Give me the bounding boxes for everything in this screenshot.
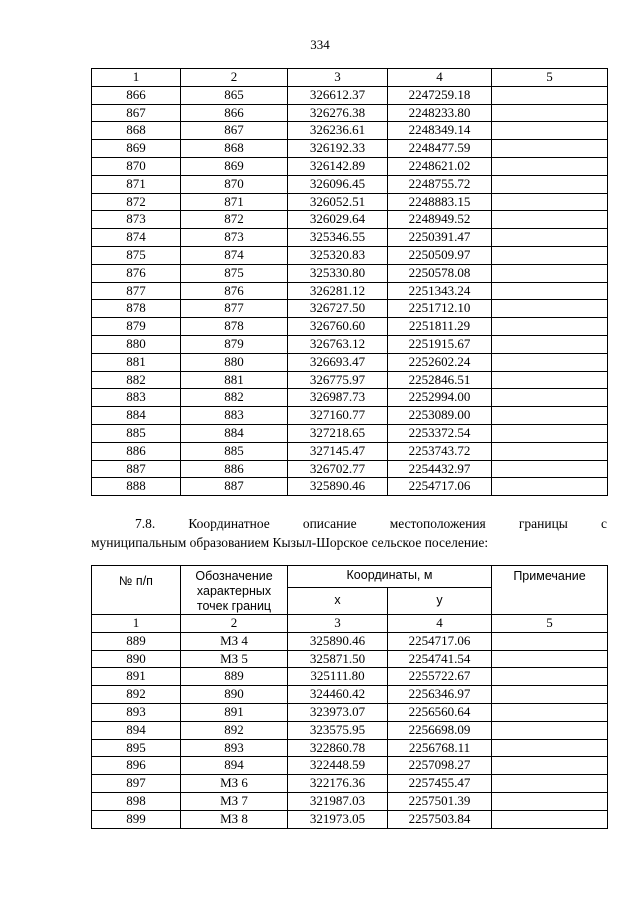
table-row (92, 775, 608, 793)
table-cell: 895 (92, 739, 181, 757)
section-heading-word: Координатное (188, 516, 270, 531)
table-cell: 869 (181, 157, 288, 175)
table-cell: 873 (92, 211, 181, 229)
table-row (92, 211, 608, 229)
table-cell: 881 (92, 353, 181, 371)
table-cell: 2254432.97 (388, 460, 492, 478)
table-cell: 326192.33 (288, 140, 388, 158)
table-row (92, 318, 608, 336)
table-cell: 873 (181, 229, 288, 247)
table-cell: 891 (181, 703, 288, 721)
table-cell: 2251811.29 (388, 318, 492, 336)
column-number: 2 (181, 615, 288, 633)
table-cell: 2254717.06 (388, 478, 492, 496)
table-cell (492, 703, 608, 721)
header-number: № п/п (92, 566, 181, 615)
table-row (92, 175, 608, 193)
table-cell: 872 (181, 211, 288, 229)
table-cell (492, 424, 608, 442)
table-cell (492, 140, 608, 158)
table-cell: 876 (92, 264, 181, 282)
table-cell: 880 (181, 353, 288, 371)
table-cell: 2248349.14 (388, 122, 492, 140)
table-cell: 2251343.24 (388, 282, 492, 300)
table-cell: 897 (92, 775, 181, 793)
table-cell: 869 (92, 140, 181, 158)
table-cell: 326236.61 (288, 122, 388, 140)
table-cell: 887 (92, 460, 181, 478)
table-cell: 2248621.02 (388, 157, 492, 175)
table-cell: 323973.07 (288, 703, 388, 721)
table-cell: 323575.95 (288, 721, 388, 739)
table-cell: 884 (92, 407, 181, 425)
table-cell: 877 (92, 282, 181, 300)
table-cell: 894 (181, 757, 288, 775)
table-cell: 325871.50 (288, 650, 388, 668)
table-cell: 326775.97 (288, 371, 388, 389)
table-cell: 896 (92, 757, 181, 775)
section-heading-word: границы (518, 516, 568, 531)
table-cell (492, 478, 608, 496)
table-cell: 326702.77 (288, 460, 388, 478)
table-cell: 2253372.54 (388, 424, 492, 442)
table-row (92, 424, 608, 442)
table-cell: 868 (181, 140, 288, 158)
table-cell (492, 460, 608, 478)
page-number: 334 (310, 37, 330, 52)
table-cell: 2251915.67 (388, 335, 492, 353)
table-cell: 326052.51 (288, 193, 388, 211)
table-cell: 326276.38 (288, 104, 388, 122)
table-cell: 888 (92, 478, 181, 496)
table-cell: 881 (181, 371, 288, 389)
table-cell: 325346.55 (288, 229, 388, 247)
table-cell (492, 229, 608, 247)
table-cell: 326693.47 (288, 353, 388, 371)
table-cell (492, 389, 608, 407)
table-cell: 898 (92, 792, 181, 810)
table-cell: 322860.78 (288, 739, 388, 757)
table-cell (492, 407, 608, 425)
table-cell: 326142.89 (288, 157, 388, 175)
table-cell (492, 104, 608, 122)
table-cell: 321973.05 (288, 810, 388, 828)
table-cell: 878 (92, 300, 181, 318)
table-cell (492, 757, 608, 775)
table-cell (492, 353, 608, 371)
table-cell: 326029.64 (288, 211, 388, 229)
column-number: 3 (288, 69, 388, 87)
table-cell (492, 810, 608, 828)
table-cell: 2250391.47 (388, 229, 492, 247)
table-cell (492, 211, 608, 229)
table-row (92, 668, 608, 686)
table-cell: 870 (181, 175, 288, 193)
table-cell (492, 371, 608, 389)
table-cell: 886 (181, 460, 288, 478)
header-y: y (388, 587, 492, 614)
table-cell: 886 (92, 442, 181, 460)
table-cell: 2253089.00 (388, 407, 492, 425)
table-cell: 885 (92, 424, 181, 442)
table-cell: 879 (181, 335, 288, 353)
table-cell: 882 (92, 371, 181, 389)
table-cell: 865 (181, 86, 288, 104)
table-cell: МЗ 6 (181, 775, 288, 793)
column-number: 3 (288, 615, 388, 633)
table-cell: 872 (92, 193, 181, 211)
table-row (92, 229, 608, 247)
table-cell: 2248233.80 (388, 104, 492, 122)
table-cell: 2248949.52 (388, 211, 492, 229)
column-number: 5 (492, 69, 608, 87)
table-row (92, 122, 608, 140)
table-cell: 326281.12 (288, 282, 388, 300)
table-row (92, 721, 608, 739)
table-cell (492, 122, 608, 140)
table-cell: 894 (92, 721, 181, 739)
table-cell: 2257501.39 (388, 792, 492, 810)
table-cell: 2252846.51 (388, 371, 492, 389)
table-cell: 892 (181, 721, 288, 739)
table-cell: 2255722.67 (388, 668, 492, 686)
section-heading-line2: муниципальным образованием Кызыл-Шорское сельское поселение: (91, 535, 489, 550)
table-row (92, 140, 608, 158)
table-cell: 325111.80 (288, 668, 388, 686)
table-cell: 889 (92, 632, 181, 650)
table-cell: 324460.42 (288, 686, 388, 704)
table-row (92, 193, 608, 211)
table-cell: 890 (92, 650, 181, 668)
table-cell: 878 (181, 318, 288, 336)
table-cell: 2256698.09 (388, 721, 492, 739)
table-cell (492, 792, 608, 810)
table-cell: 876 (181, 282, 288, 300)
table-cell: 2248883.15 (388, 193, 492, 211)
table-row (92, 264, 608, 282)
table-cell (492, 686, 608, 704)
table-cell: 880 (92, 335, 181, 353)
table-cell: 868 (92, 122, 181, 140)
table-cell: 887 (181, 478, 288, 496)
table-cell (492, 650, 608, 668)
table-cell: 327160.77 (288, 407, 388, 425)
table-row (92, 246, 608, 264)
table-cell: 892 (92, 686, 181, 704)
table-cell (492, 282, 608, 300)
section-heading-word: 7.8. (135, 516, 156, 531)
table-cell: 2257503.84 (388, 810, 492, 828)
table-cell: 325320.83 (288, 246, 388, 264)
coordinates-table-continued (91, 68, 608, 496)
table-row (92, 353, 608, 371)
table1-body (92, 86, 608, 495)
table-row (92, 104, 608, 122)
column-number-row (92, 69, 608, 87)
table-cell: 885 (181, 442, 288, 460)
table-row (92, 792, 608, 810)
table-cell: 327145.47 (288, 442, 388, 460)
table-cell (492, 775, 608, 793)
table-cell: 2252994.00 (388, 389, 492, 407)
table-cell: 2252602.24 (388, 353, 492, 371)
table-cell (492, 86, 608, 104)
table-cell: МЗ 7 (181, 792, 288, 810)
table-cell: 2257455.47 (388, 775, 492, 793)
table-cell: 326987.73 (288, 389, 388, 407)
table-cell: 2256560.64 (388, 703, 492, 721)
table-cell (492, 739, 608, 757)
table-cell: 2254717.06 (388, 632, 492, 650)
table-cell: 889 (181, 668, 288, 686)
table-cell (492, 318, 608, 336)
table-cell: 890 (181, 686, 288, 704)
table-cell: 875 (181, 264, 288, 282)
table-row (92, 371, 608, 389)
table-row (92, 157, 608, 175)
table-cell: 871 (181, 193, 288, 211)
table-cell: 326096.45 (288, 175, 388, 193)
table-row (92, 282, 608, 300)
column-number: 5 (492, 615, 608, 633)
column-number-row (92, 615, 608, 633)
table-cell: 877 (181, 300, 288, 318)
table-cell (492, 193, 608, 211)
table-cell: 326760.60 (288, 318, 388, 336)
table-row (92, 407, 608, 425)
header-x: x (288, 587, 388, 614)
table-cell: 322448.59 (288, 757, 388, 775)
table-cell: 326763.12 (288, 335, 388, 353)
table-row (92, 478, 608, 496)
column-number: 2 (181, 69, 288, 87)
table-cell: МЗ 8 (181, 810, 288, 828)
table-cell: 871 (92, 175, 181, 193)
table-cell: МЗ 5 (181, 650, 288, 668)
table-cell: 326612.37 (288, 86, 388, 104)
table-cell: 2253743.72 (388, 442, 492, 460)
header-coordinates: Координаты, м (288, 566, 492, 588)
table-cell: 884 (181, 424, 288, 442)
table-cell: 867 (181, 122, 288, 140)
table-row (92, 650, 608, 668)
section-heading-word: с (600, 516, 607, 531)
table-cell: 2257098.27 (388, 757, 492, 775)
table-cell: 875 (92, 246, 181, 264)
table-cell: 2254741.54 (388, 650, 492, 668)
header-note: Примечание (492, 566, 608, 615)
table-cell: 870 (92, 157, 181, 175)
column-number: 4 (388, 69, 492, 87)
table-cell: 322176.36 (288, 775, 388, 793)
table-cell: 2248755.72 (388, 175, 492, 193)
column-number: 1 (92, 615, 181, 633)
column-number: 4 (388, 615, 492, 633)
table-cell: 2248477.59 (388, 140, 492, 158)
section-heading-word: местоположения (389, 516, 486, 531)
table-cell: 893 (181, 739, 288, 757)
table-cell: 883 (92, 389, 181, 407)
table-cell: 882 (181, 389, 288, 407)
table-cell: 866 (92, 86, 181, 104)
table-cell: 326727.50 (288, 300, 388, 318)
table-row (92, 757, 608, 775)
table-cell (492, 632, 608, 650)
table-cell: 327218.65 (288, 424, 388, 442)
table-cell: 874 (92, 229, 181, 247)
table-row (92, 632, 608, 650)
header-designation: Обозначение характерных точек границ (181, 566, 288, 615)
table-row (92, 686, 608, 704)
table-cell: 2256346.97 (388, 686, 492, 704)
table-row (92, 300, 608, 318)
table-cell: 893 (92, 703, 181, 721)
table-cell: 883 (181, 407, 288, 425)
table-row (92, 810, 608, 828)
table-cell: 2251712.10 (388, 300, 492, 318)
table-cell (492, 157, 608, 175)
table-cell: 2250509.97 (388, 246, 492, 264)
table-row (92, 389, 608, 407)
section-heading-line1 (91, 514, 607, 533)
boundary-coordinates-table (91, 565, 608, 829)
table-row (92, 335, 608, 353)
table-cell: 891 (92, 668, 181, 686)
table-row (92, 460, 608, 478)
column-number: 1 (92, 69, 181, 87)
table-cell (492, 246, 608, 264)
table-cell (492, 442, 608, 460)
table-row (92, 86, 608, 104)
table-cell: 2247259.18 (388, 86, 492, 104)
table-cell: 866 (181, 104, 288, 122)
table-cell: МЗ 4 (181, 632, 288, 650)
table-cell (492, 264, 608, 282)
table2-body (92, 632, 608, 828)
section-heading-word: описание (302, 516, 357, 531)
section-heading (91, 514, 607, 552)
table-cell (492, 175, 608, 193)
table-row (92, 739, 608, 757)
table-cell (492, 300, 608, 318)
table-cell: 867 (92, 104, 181, 122)
table-cell: 2250578.08 (388, 264, 492, 282)
table-cell (492, 668, 608, 686)
table-cell: 325330.80 (288, 264, 388, 282)
table-cell: 874 (181, 246, 288, 264)
table-cell (492, 721, 608, 739)
table-cell: 321987.03 (288, 792, 388, 810)
table-cell: 899 (92, 810, 181, 828)
table-row (92, 442, 608, 460)
table-cell: 879 (92, 318, 181, 336)
table-row (92, 703, 608, 721)
table-cell: 325890.46 (288, 478, 388, 496)
table-cell: 325890.46 (288, 632, 388, 650)
table-cell: 2256768.11 (388, 739, 492, 757)
table-cell (492, 335, 608, 353)
